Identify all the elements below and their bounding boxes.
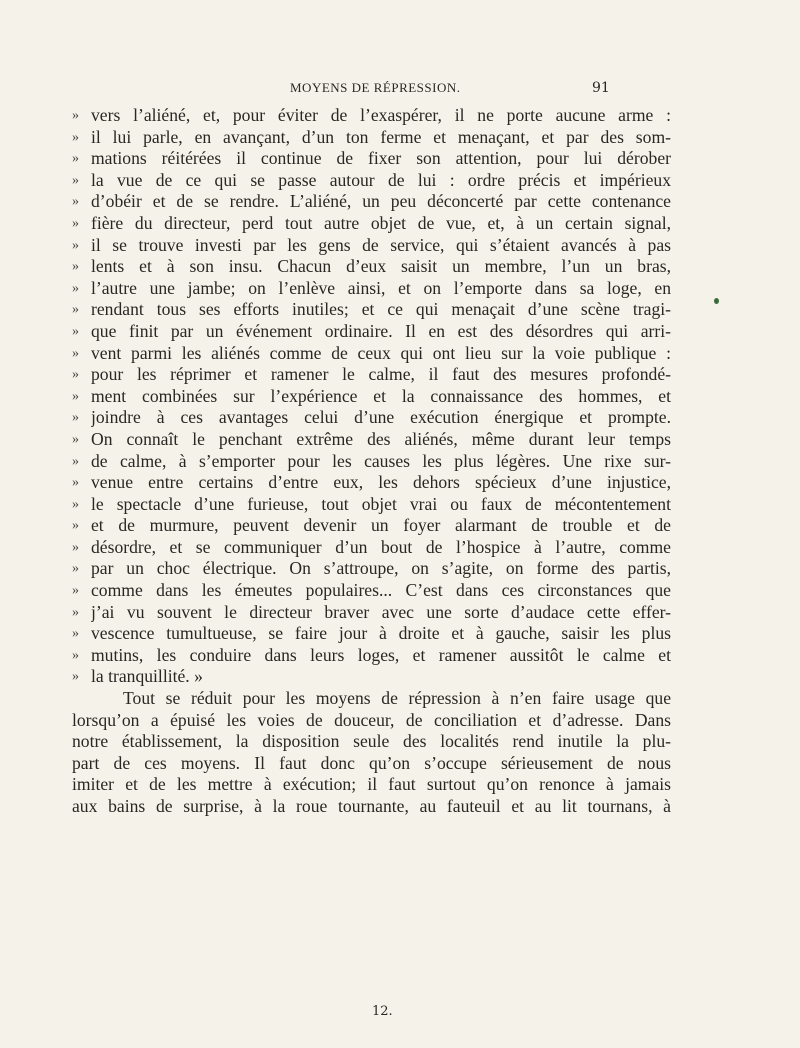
quotation-mark: » (72, 539, 79, 555)
quoted-line (72, 278, 672, 300)
line-text: il lui parle, en avançant, d’un ton ferme et menaçant, et par des som- (91, 126, 671, 147)
quotation-mark: » (72, 302, 79, 318)
line-text: désordre, et se communiquer d’un bout de l’hospice à l’autre, comme (91, 536, 671, 557)
quoted-passage (72, 105, 672, 688)
quoted-line (72, 645, 672, 667)
quoted-line (72, 213, 672, 235)
quotation-mark: » (72, 475, 79, 491)
quoted-line (72, 127, 672, 149)
paragraph-line (72, 774, 672, 796)
line-text: vescence tumultueuse, se faire jour à droite et à gauche, saisir les plus (91, 623, 671, 644)
line-text: aux bains de surprise, à la roue tournante, au fauteuil et au lit tournans, à (72, 796, 671, 816)
quoted-line (72, 602, 672, 624)
line-text: ment combinées sur l’expérience et la connaissance des hommes, et (91, 385, 671, 406)
quoted-line (72, 343, 672, 365)
line-text: la vue de ce qui se passe autour de lui : ordre précis et impérieux (91, 169, 671, 190)
line-text: fière du directeur, perd tout autre objet de vue, et, à un certain signal, (91, 212, 671, 233)
line-text: mations réitérées il continue de fixer son attention, pour lui dérober (91, 148, 671, 169)
quoted-line (72, 537, 672, 559)
line-text: le spectacle d’une furieuse, tout objet vrai ou faux de mécontentement (91, 493, 671, 514)
ink-speck (714, 298, 719, 304)
quoted-line (72, 515, 672, 537)
quotation-mark: » (72, 626, 79, 642)
quotation-mark: » (72, 237, 79, 253)
quoted-line (72, 235, 672, 257)
quotation-mark: » (72, 518, 79, 534)
quotation-mark: » (72, 669, 79, 685)
quoted-line (72, 256, 672, 278)
line-text: venue entre certains d’entre eux, les dehors spécieux d’une injustice, (91, 472, 671, 493)
quoted-line (72, 666, 672, 688)
running-title: MOYENS DE RÉPRESSION. (290, 80, 461, 95)
quotation-mark: » (72, 129, 79, 145)
line-text: l’autre une jambe; on l’enlève ainsi, et on l’emporte dans sa loge, en (91, 277, 671, 298)
line-text: j’ai vu souvent le directeur braver avec une sorte d’audace cette effer- (91, 601, 671, 622)
quotation-mark: » (72, 172, 79, 188)
quotation-mark: » (72, 345, 79, 361)
quotation-mark: » (72, 108, 79, 123)
line-text: notre établissement, la disposition seule des localités rend inutile la plu- (72, 731, 671, 752)
line-text: d’obéir et de se rendre. L’aliéné, un peu déconcerté par cette contenance (91, 191, 671, 212)
line-text: vent parmi les aliénés comme de ceux qui ont lieu sur la voie publique : (91, 342, 671, 363)
quoted-line (72, 407, 672, 429)
line-text: On connaît le penchant extrême des aliénés, même durant leur temps (91, 428, 671, 449)
quoted-line (72, 558, 672, 580)
paragraph-line (72, 710, 672, 732)
quoted-line (72, 429, 672, 451)
quotation-mark: » (72, 194, 79, 210)
quoted-line (72, 299, 672, 321)
quoted-line (72, 321, 672, 343)
line-text: comme dans les émeutes populaires... C’est dans ces circonstances que (91, 580, 671, 601)
quotation-mark: » (72, 259, 79, 275)
line-text: par un choc électrique. On s’attroupe, on s’agite, on forme des partis, (91, 558, 671, 579)
quoted-line (72, 494, 672, 516)
line-text: rendant tous ses efforts inutiles; et ce qui menaçait d’une scène tragi- (91, 299, 671, 320)
line-text: lorsqu’on a épuisé les voies de douceur, de conciliation et d’adresse. Dans (72, 709, 671, 730)
paragraph-line (72, 753, 672, 775)
quoted-line (72, 386, 672, 408)
paragraph (72, 688, 672, 818)
quotation-mark: » (72, 388, 79, 404)
line-text: vers l’aliéné, et, pour éviter de l’exaspérer, il ne porte aucune arme : (91, 105, 671, 125)
paragraph-line (72, 688, 672, 710)
quotation-mark: » (72, 583, 79, 599)
quoted-line (72, 472, 672, 494)
line-text: que finit par un événement ordinaire. Il en est des désordres qui arri- (91, 320, 671, 341)
line-text: joindre à ces avantages celui d’une exécution énergique et prompte. (91, 407, 671, 428)
quotation-mark: » (72, 647, 79, 663)
line-text: il se trouve investi par les gens de service, qui s’étaient avancés à pas (91, 234, 671, 255)
page-number: 91 (592, 80, 610, 96)
quotation-mark: » (72, 453, 79, 469)
quoted-line (72, 170, 672, 192)
line-text: part de ces moyens. Il faut donc qu’on s’occupe sérieusement de nous (72, 752, 671, 773)
quoted-line (72, 148, 672, 170)
line-text: lents et à son insu. Chacun d’eux saisit un membre, l’un un bras, (91, 256, 671, 277)
quoted-line (72, 580, 672, 602)
line-text: imiter et de les mettre à exécution; il faut surtout qu’on renonce à jamais (72, 774, 671, 795)
line-text: mutins, les conduire dans leurs loges, et ramener aussitôt le calme et (91, 644, 671, 665)
paragraph-line (72, 731, 672, 753)
page-body (72, 105, 672, 818)
quotation-mark: » (72, 280, 79, 296)
quotation-mark: » (72, 431, 79, 447)
quotation-mark: » (72, 604, 79, 620)
quoted-line (72, 105, 672, 127)
quotation-mark: » (72, 151, 79, 167)
line-text: la tranquillité. » (91, 666, 203, 687)
quotation-mark: » (72, 410, 79, 426)
quoted-line (72, 451, 672, 473)
quoted-line (72, 364, 672, 386)
line-text: Tout se réduit pour les moyens de répression à n’en faire usage que (123, 688, 671, 709)
quotation-mark: » (72, 215, 79, 231)
quotation-mark: » (72, 561, 79, 577)
paragraph-line (72, 796, 672, 818)
quotation-mark: » (72, 323, 79, 339)
quoted-line (72, 623, 672, 645)
page-header (0, 78, 800, 102)
line-text: de calme, à s’emporter pour les causes les plus légères. Une rixe sur- (91, 450, 671, 471)
line-text: et de murmure, peuvent devenir un foyer alarmant de trouble et de (91, 515, 671, 536)
quotation-mark: » (72, 367, 79, 383)
quotation-mark: » (72, 496, 79, 512)
line-text: pour les réprimer et ramener le calme, il faut des mesures profondé- (91, 364, 671, 385)
signature-mark: 12. (372, 1004, 393, 1019)
quoted-line (72, 191, 672, 213)
